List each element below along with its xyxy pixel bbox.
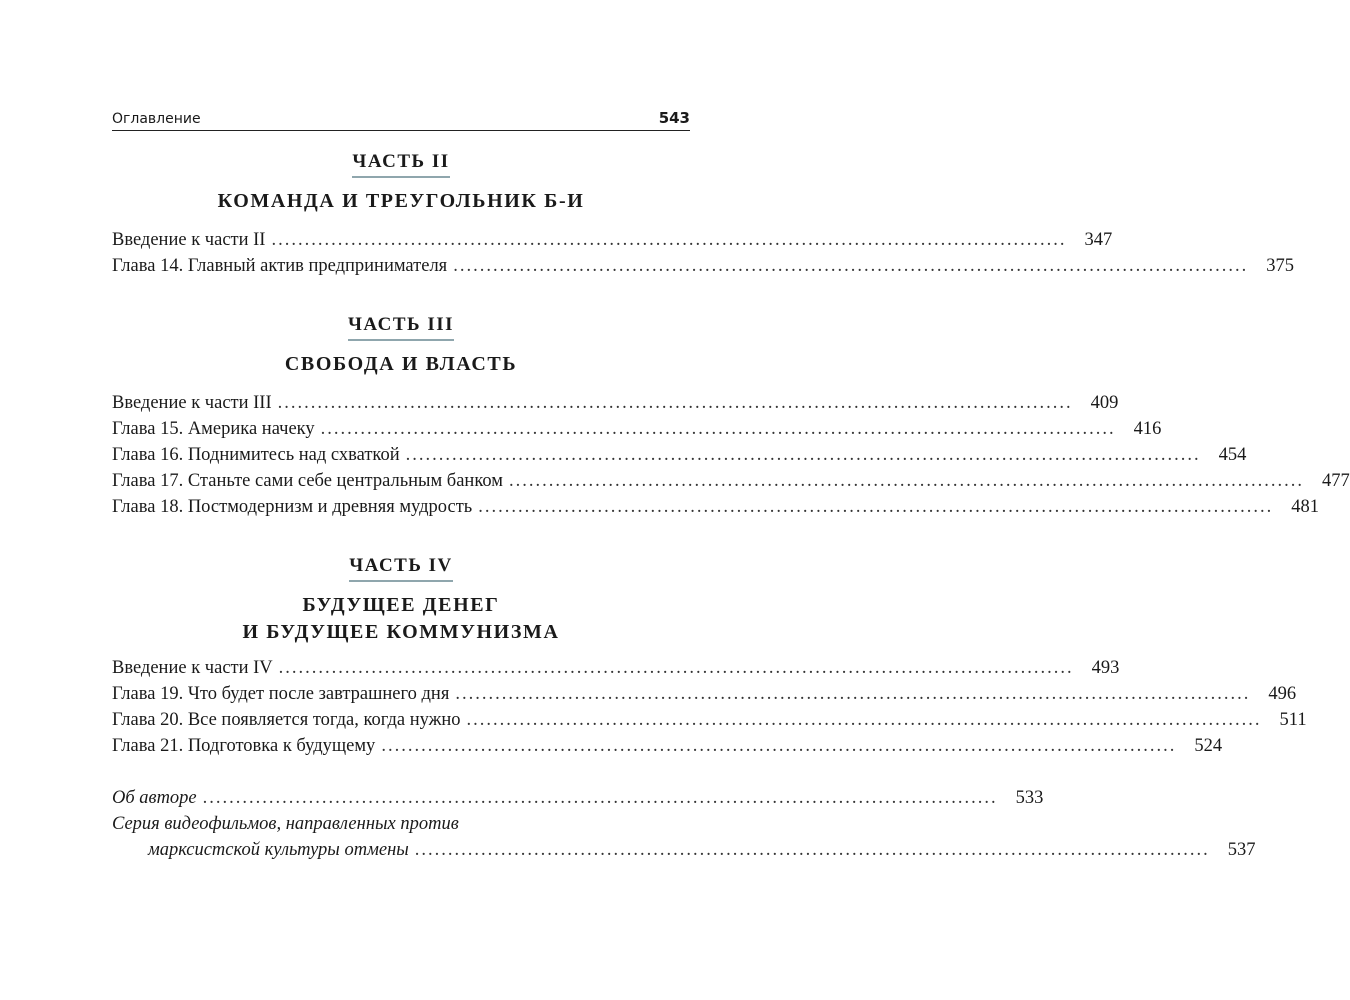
toc-entry-page: 454 (1218, 445, 1247, 465)
part-label: ЧАСТЬ III (348, 314, 454, 341)
toc-entry-label: Глава 15. Америка начеку (112, 419, 315, 439)
toc-entry[interactable] (112, 419, 1162, 445)
toc-entry[interactable] (112, 230, 1113, 256)
part-title (112, 188, 690, 215)
toc-entry-video-series[interactable] (112, 840, 1256, 866)
part-title (112, 351, 690, 378)
dot-leader: ........................................................................................................................ (278, 658, 1074, 678)
toc-entry[interactable] (112, 445, 1247, 471)
toc-entry-page: 524 (1194, 736, 1223, 756)
part-title-line: БУДУЩЕЕ ДЕНЕГ (302, 594, 500, 616)
toc-entry-page: 347 (1084, 230, 1113, 250)
part-heading (112, 555, 690, 582)
toc-entry-label: Глава 21. Подготовка к будущему (112, 736, 376, 756)
toc-entry-page: 511 (1279, 710, 1307, 730)
toc-section (112, 230, 1294, 282)
toc-entry-label: Глава 17. Станьте сами себе центральным банком (112, 471, 503, 491)
toc-entry-page: 477 (1321, 471, 1350, 491)
toc-entry-page: 481 (1291, 497, 1319, 517)
toc-entry-page: 409 (1090, 393, 1119, 413)
dot-leader: ........................................................................................................................ (455, 684, 1251, 704)
toc-entry[interactable] (112, 393, 1119, 419)
toc-entry-label: Глава 16. Поднимитесь над схваткой (112, 445, 400, 465)
toc-entry-label: Об авторе (112, 788, 197, 808)
toc-entry[interactable] (112, 658, 1120, 684)
dot-leader: ........................................................................................................................ (202, 788, 998, 808)
toc-page (112, 108, 1350, 866)
toc-entry-page: 375 (1266, 256, 1294, 276)
toc-entry-page: 493 (1091, 658, 1120, 678)
toc-entry-label: Глава 19. Что будет после завтрашнего дня (112, 684, 450, 704)
part-label: ЧАСТЬ II (352, 151, 449, 178)
toc-entry[interactable] (112, 736, 1223, 762)
dot-leader: ........................................................................................................................ (381, 736, 1177, 756)
part-title-line: СВОБОДА И ВЛАСТЬ (284, 353, 518, 375)
toc-section (112, 658, 1307, 762)
part-title-line: И БУДУЩЕЕ КОММУНИЗМА (242, 621, 560, 643)
toc-entry[interactable] (112, 256, 1294, 282)
dot-leader: ........................................................................................................................ (277, 393, 1073, 413)
dot-leader: ........................................................................................................................ (478, 497, 1274, 517)
page-number: 543 (658, 109, 690, 127)
toc-entry[interactable] (112, 684, 1297, 710)
part-label: ЧАСТЬ IV (349, 555, 453, 582)
dot-leader: ........................................................................................................................ (405, 445, 1201, 465)
toc-entry-about-author[interactable] (112, 788, 1044, 814)
dot-leader: ........................................................................................................................ (414, 840, 1210, 860)
toc-entry-label: Введение к части III (112, 393, 272, 413)
toc-entry-label: Введение к части IV (112, 658, 273, 678)
dot-leader: ........................................................................................................................ (466, 710, 1262, 730)
toc-section (112, 393, 1350, 523)
toc-entry-page: 416 (1133, 419, 1162, 439)
toc-entry-page: 537 (1227, 840, 1256, 860)
part-title-line: КОМАНДА И ТРЕУГОЛЬНИК Б-И (217, 190, 585, 212)
part-heading (112, 151, 690, 178)
toc-entry-page: 533 (1015, 788, 1044, 808)
running-header (112, 108, 690, 131)
toc-entry-label-line[interactable]: Серия видеофильмов, направленных против (112, 814, 459, 834)
toc-entry-label: Глава 20. Все появляется тогда, когда нужно (112, 710, 461, 730)
part-title (112, 592, 690, 646)
running-header-title: Оглавление (112, 111, 201, 127)
toc-entry[interactable] (112, 497, 1319, 523)
dot-leader: ........................................................................................................................ (453, 256, 1249, 276)
toc-entry-label: Введение к части II (112, 230, 266, 250)
toc-entry-label: Глава 18. Постмодернизм и древняя мудрость (112, 497, 473, 517)
back-matter (112, 788, 1256, 866)
toc-entry-label: Глава 14. Главный актив предпринимателя (112, 256, 448, 276)
toc-entry[interactable] (112, 710, 1307, 736)
toc-entry[interactable] (112, 471, 1350, 497)
dot-leader: ........................................................................................................................ (508, 471, 1304, 491)
dot-leader: ........................................................................................................................ (320, 419, 1116, 439)
part-heading (112, 314, 690, 341)
dot-leader: ........................................................................................................................ (271, 230, 1067, 250)
toc-entry-label: марксистской культуры отмены (148, 840, 409, 860)
toc-entry-page: 496 (1268, 684, 1297, 704)
